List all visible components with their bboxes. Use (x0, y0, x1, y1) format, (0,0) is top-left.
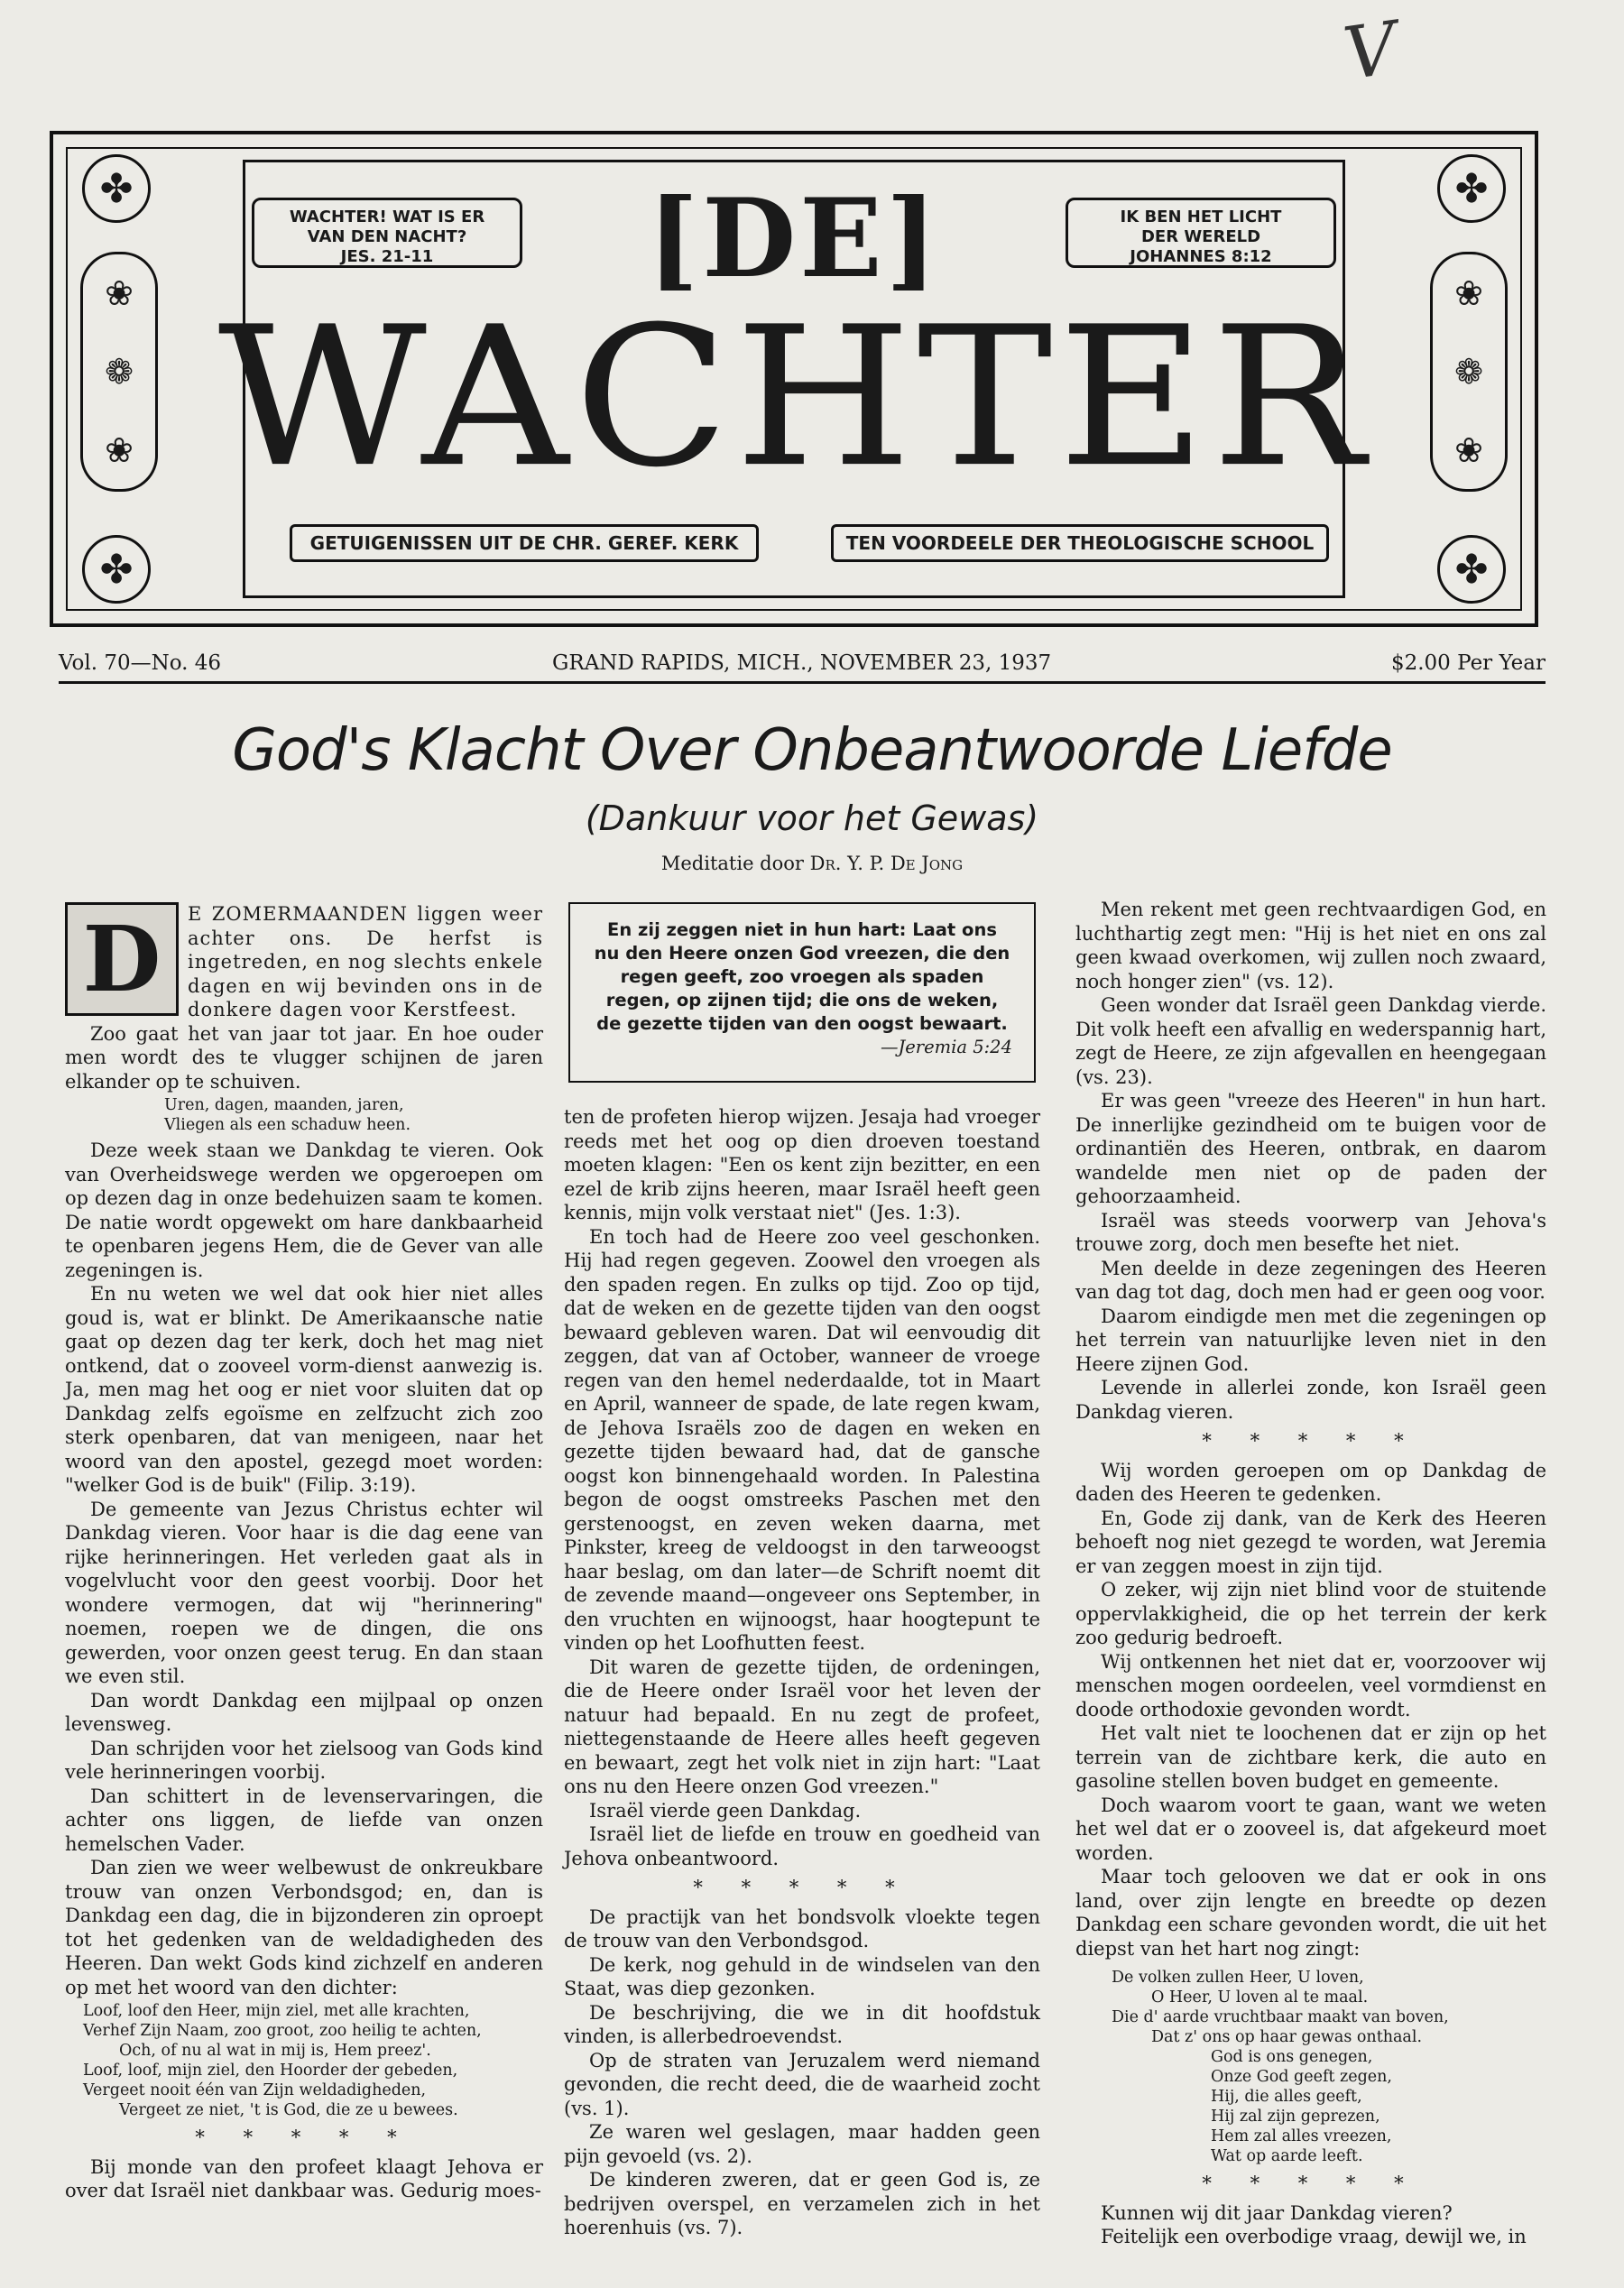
section-break: * * * * * (693, 1877, 911, 1898)
column-2 (564, 1105, 1040, 2240)
article-title: God's Klacht Over Onbeantwoorde Liefde (232, 717, 1392, 784)
paragraph: Maar toch gelooven we dat er ook in ons land, over zijn lengte en breedte op dezen Dankdag een schare gevonden wordt, die uit het diepst van het hart nog zingt: (1075, 1866, 1546, 1960)
verse (164, 1095, 543, 1135)
paragraph: De kinderen zweren, dat er geen God is, ze bedrijven overspel, en verzamelen zich in het hoerenhuis (vs. 7). (564, 2169, 1040, 2238)
scripture-line: JES. 21-11 (340, 247, 434, 266)
paragraph: En nu weten we wel dat ook hier niet alles goud is, wat er blinkt. De Amerikaansche natie gaat op dezen dag ter kerk, doch het mag niet ontkend, dat o zooveel vorm-dienst aanwezig is. Ja, men mag het oog er niet voor sluiten dat op Dankdag zelfs egoïsme en zelfzucht zich zoo sterk openbaren, dat van menigeen, naar het woord van den apostel, gezegd moet worden: "welker God is de buik" (Filip. 3:19). (65, 1283, 543, 1496)
paragraph: Zoo gaat het van jaar tot jaar. En hoe ouder men wordt des te vlugger schijnen de jaren elkander op te schuiven. (65, 1022, 543, 1093)
verse-line: Vergeet ze niet, 't is God, die ze u bewees. (119, 2101, 458, 2119)
column-1 (65, 902, 543, 2203)
paragraph: Men deelde in deze zegeningen des Heeren van dag tot dag, doch men had er geen oog voor. (1075, 1257, 1546, 1303)
paragraph: Dan zien we weer welbewust de onkreukbare trouw van onzen Verbondsgod; en, dan is Dankdag een dag, die in bijzonderen zin oproept tot het gedenken van de weldadigheden des Heeren. Dan wekt Gods kind zichzelf en anderen op met het woord van den dichter: (65, 1857, 543, 1998)
scripture-line: DER WERELD (1140, 227, 1261, 246)
verse-line: Dat z' ons op haar gewas onthaal. (1151, 2028, 1423, 2046)
lead-continuation: De herfst is ingetreden, en nog slechts enkele dagen en wij bevinden ons in de donkere dagen voor Kerstfeest. (188, 927, 543, 1020)
column-3 (1075, 898, 1546, 2249)
verse-line: Vergeet nooit één van Zijn weldadigheden, (83, 2081, 427, 2099)
verse-line: Verhef Zijn Naam, zoo groot, zoo heilig te achten, (83, 2022, 482, 2040)
issue-info-line (59, 651, 1546, 678)
divider (59, 681, 1546, 684)
banner-right: TEN VOORDEELE DER THEOLOGISCHE SCHOOL (831, 524, 1329, 562)
handwritten-mark: V (1338, 5, 1402, 97)
section-break: * * * * * (195, 2127, 413, 2148)
section-break: * * * * * (1202, 1430, 1420, 1452)
paragraph: Wij ontkennen het niet dat er, voorzoover wij menschen mogen oordeelen, veel vormdienst en doode orthodoxie gevonden wordt. (1075, 1650, 1546, 1721)
paragraph: Het valt niet te loochenen dat er zijn op het terrein van de zichtbare kerk, die auto en gasoline stellen boven budget en gemeente. (1075, 1722, 1546, 1792)
paragraph: Dit waren de gezette tijden, de ordeningen, die de Heere onder Israël voor het leven der natuur had bepaald. En nu zegt de profeet, niettegenstaande de Heere alles heeft gegeven en bewaart, zegt het volk niet in zijn hart: "Laat ons nu den Heere onzen God vreezen." (564, 1656, 1040, 1797)
verse-line: Die d' aarde vruchtbaar maakt van boven, (1112, 2008, 1449, 2026)
paragraph: Men rekent met geen rechtvaardigen God, en luchthartig zegt men: "Hij is het niet en ons zal geen kwaad overkomen, wij zullen noch zwaard, noch honger zien" (vs. 12). (1075, 899, 1546, 992)
paragraph: Israël vierde geen Dankdag. (589, 1799, 862, 1822)
paragraph: Dan schrijden voor het zielsoog van Gods kind vele herinneringen voorbij. (65, 1737, 543, 1783)
paragraph: Israël was steeds voorwerp van Jehova's trouwe zorg, doch men besefte het niet. (1075, 1209, 1546, 1255)
verse-line: Vliegen als een schaduw heen. (164, 1116, 411, 1134)
verse-line: Hem zal alles vreezen, (1211, 2127, 1392, 2145)
verse-line: Och, of nu al wat in mij is, Hem preez'. (119, 2042, 431, 2060)
paragraph: Levende in allerlei zonde, kon Israël geen Dankdag vieren. (1075, 1377, 1546, 1423)
ornament-icon: ✤ (82, 535, 151, 604)
verse-line: God is ons genegen, (1211, 2048, 1373, 2066)
masthead (50, 131, 1538, 627)
verse-line: Uren, dagen, maanden, jaren, (164, 1096, 404, 1114)
section-break: * * * * * (1202, 2173, 1420, 2194)
paragraph: En, Gode zij dank, van de Kerk des Heeren behoeft nog niet gezegd te worden, wat Jeremia er van zeggen moest in zijn tijd. (1075, 1507, 1546, 1577)
quote-text: En zij zeggen niet in hun hart: Laat ons nu den Heere onzen God vreezen, die den regen geeft, zoo vroegen als spaden regen, op zijnen tijd; die ons de weken, de gezette tijden van den oogst bewaart. (594, 919, 1010, 1034)
verse-line: Loof, loof, mijn ziel, den Hoorder der gebeden, (83, 2062, 458, 2080)
paragraph: En toch had de Heere zoo veel geschonken. Hij had regen gegeven. Zoowel den vroegen als den spaden regen. En zulks op tijd. Zoo op tijd, dat de weken en de gezette tijden van den oogst bewaard gebleven waren. Dat wil eenvoudig dit zeggen, dat van af October, wanneer de vroege regen van den hemel nederdaalde, tot in Maart en April, wanneer de spade, de late regen kwam, de Jehova Israëls zoo de dagen en weken en gezette tijden bewaard had, dat de gansche oogst kon binnengehaald worden. In Palestina begon de oogst omstreeks Paschen met den gerstenoogst, en zeven weken daarna, met Pinkster, kreeg de veldoogst in den tarweoogst haar beslag, om dan later—de Schrift noemt dit de zevende maand—ongeveer ons September, in den vruchten en wijnoogst, haar hoogtepunt te vinden op het Loofhutten feest. (564, 1225, 1040, 1654)
volume-number: Vol. 70—No. 46 (59, 651, 222, 675)
paragraph: Dan wordt Dankdag een mijlpaal op onzen levensweg. (65, 1689, 543, 1735)
banner-left: GETUIGENISSEN UIT DE CHR. GEREF. KERK (290, 524, 759, 562)
paragraph: Bij monde van den profeet klaagt Jehova er over dat Israël niet dankbaar was. Gedurig moes- (65, 2155, 543, 2201)
verse (83, 2001, 543, 2120)
floral-vine-icon: ❀ ❁ ❀ (1430, 252, 1508, 492)
city-date: GRAND RAPIDS, MICH., NOVEMBER 23, 1937 (552, 651, 1052, 675)
verse-line: Wat op aarde leeft. (1211, 2147, 1363, 2165)
paragraph: Doch waarom voort te gaan, want we weten het wel dat er o zooveel is, dat afgekeurd moet worden. (1075, 1794, 1546, 1864)
scripture-quote-box (568, 902, 1036, 1083)
paragraph: De beschrijving, die we in dit hoofdstuk vinden, is allerbedroevendst. (564, 2001, 1040, 2047)
floral-vine-icon: ❀ ❁ ❀ (80, 252, 158, 492)
verse-line: Hij zal zijn geprezen, (1211, 2108, 1380, 2126)
ornament-icon: ✤ (1437, 535, 1506, 604)
byline-author: Dr. Y. P. De Jong (809, 853, 964, 874)
ornament-icon: ✤ (82, 154, 151, 223)
byline-prefix: Meditatie door (660, 853, 804, 874)
scripture-line: WACHTER! WAT IS ER (289, 208, 485, 226)
paragraph: De practijk van het bondsvolk vloekte tegen de trouw van den Verbondsgod. (564, 1905, 1040, 1951)
paragraph: Dan schittert in de levenservaringen, die achter ons liggen, de liefde van onzen hemelschen Vader. (65, 1785, 543, 1855)
lead-text: E ZOMERMAANDEN liggen weer achter ons. (188, 903, 543, 949)
verse-line: Loof, loof den Heer, mijn ziel, met alle krachten, (83, 2002, 470, 2020)
paragraph: Wij worden geroepen om op Dankdag de daden des Heeren te gedenken. (1075, 1459, 1546, 1505)
paragraph: O zeker, wij zijn niet blind voor de stuitende oppervlakkigheid, die op het terrein der kerk zoo gedurig bedroeft. (1075, 1579, 1546, 1648)
paragraph: Kunnen wij dit jaar Dankdag vieren? (1101, 2201, 1453, 2224)
masthead-de: [DE] (647, 175, 941, 302)
scripture-line: VAN DEN NACHT? (307, 227, 467, 246)
article-byline (0, 853, 1624, 874)
verse-line: O Heer, U loven al te maal. (1151, 1988, 1369, 2007)
article-subtitle: (Dankuur voor het Gewas) (585, 798, 1039, 838)
ornament-icon: ✤ (1437, 154, 1506, 223)
subscription-price: $2.00 Per Year (1390, 651, 1546, 675)
paragraph: Israël liet de liefde en trouw en goedheid van Jehova onbeantwoord. (564, 1823, 1040, 1869)
verse-line: Hij, die alles geeft, (1211, 2088, 1362, 2106)
paragraph: Er was geen "vreeze des Heeren" in hun hart. De innerlijke gezindheid om te buigen voor de ordinantiën des Heeren, ontbrak, en daarom wandelde men niet op de paden der gehoorzaamheid. (1075, 1090, 1546, 1207)
scripture-line: IK BEN HET LICHT (1120, 208, 1282, 226)
paragraph: ten de profeten hierop wijzen. Jesaja had vroeger reeds met het oog op dien droeven toestand moeten klagen: "Een os kent zijn bezitter, en een ezel de krib zijns heeren, maar Israël heeft geen kennis, mijn volk verstaat niet" (Jes. 1:3). (564, 1106, 1040, 1223)
paragraph: Deze week staan we Dankdag te vieren. Ook van Overheidswege werden we opgeroepen om op dezen dag in onze bedehuizen saam te komen. De natie wordt opgewekt om hare dankbaarheid te openbaren jegens Hem, die de Gever van alle zegeningen is. (65, 1139, 543, 1281)
paragraph: De kerk, nog gehuld in de windselen van den Staat, was diep gezonken. (564, 1953, 1040, 1999)
paragraph: De gemeente van Jezus Christus echter wil Dankdag vieren. Voor haar is die dag eene van rijke herinneringen. Het verleden gaat als in vogelvlucht voor den geest voorbij. Door het wondere vermogen, dat wij "herinnering" noemen, roepen we de dingen, die ons gewerden, voor onzen geest terug. En dan staan we even stil. (65, 1498, 543, 1687)
paragraph: Geen wonder dat Israël geen Dankdag vierde. Dit volk heeft een afvallig en wederspannig hart, zegt de Heere, ze zijn afgevallen en heengegaan (vs. 23). (1075, 994, 1546, 1088)
masthead-title: WACHTER (217, 285, 1370, 511)
verse (1112, 1968, 1546, 2166)
quote-reference: —Jeremia 5:24 (880, 1037, 1012, 1057)
paragraph: Ze waren wel geslagen, maar hadden geen pijn gevoeld (vs. 2). (564, 2121, 1040, 2167)
paragraph: Daarom eindigde men met die zegeningen op het terrein van natuurlijke leven niet in den Heere zijnen God. (1075, 1305, 1546, 1375)
paragraph: Op de straten van Jeruzalem werd niemand gevonden, die recht deed, die de waarheid zocht (vs. 1). (564, 2049, 1040, 2119)
verse-line: Onze God geeft zegen, (1211, 2068, 1392, 2086)
drop-cap: D (65, 902, 179, 1016)
paragraph: Feitelijk een overbodige vraag, dewijl we, in (1101, 2226, 1527, 2247)
verse-line: De volken zullen Heer, U loven, (1112, 1969, 1364, 1987)
scripture-line: JOHANNES 8:12 (1130, 247, 1272, 266)
